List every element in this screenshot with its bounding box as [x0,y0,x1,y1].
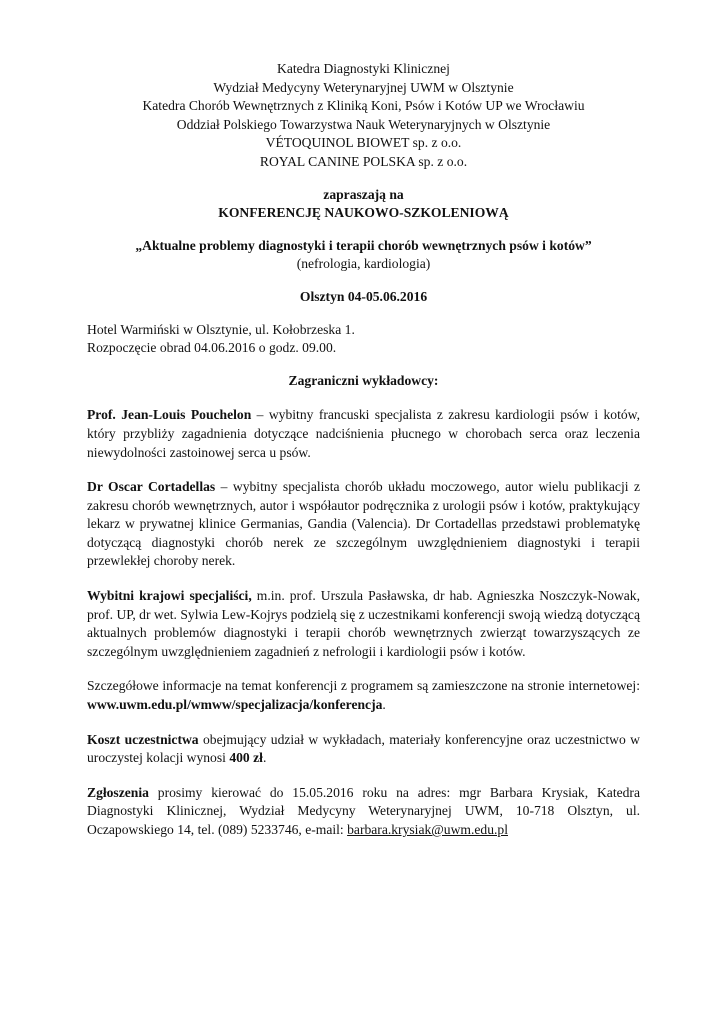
lecturer-paragraph-1 [87,406,640,462]
conference-subtitle: (nefrologia, kardiologia) [296,256,431,272]
organizer-line: VÉTOQUINOL BIOWET sp. z o.o. [265,135,462,151]
venue-address: Hotel Warmiński w Olsztynie, ul. Kołobrzeska 1. [87,321,355,337]
domestic-lead: Wybitni krajowi specjaliści, [87,588,252,604]
cost-text: obejmujący udział w wykładach, materiały konferencyjne oraz uczestnictwo w uroczystej kolacji wynosi [87,731,640,766]
organizer-line: Oddział Polskiego Towarzystwa Nauk Weterynaryjnych w Olsztynie [176,116,551,132]
conference-title: „Aktualne problemy diagnostyki i terapii chorób wewnętrznych psów i kotów” [135,237,592,253]
lecturer-paragraph-2 [87,478,640,571]
lecturer-description: – wybitny specjalista chorób układu moczowego, autor wielu publikacji z zakresu chorób wewnętrznych, autor i współautor podręcznika z urologii psów i kotów, praktykujący lekarz w prywatnej klinice Germanias, Gandia (Valencia). Dr Cortadellas przedstawi problematykę dotyczącą diagnostyki chorób nerek ze szczególnym uwzględnieniem diagnostyki i terapii przewlekłej choroby nerek. [87,479,641,569]
cost-end: . [262,750,267,766]
lecturer-title: Prof. [87,407,116,423]
lecturer-name: Jean-Louis Pouchelon [121,407,252,423]
organizer-line: ROYAL CANINE POLSKA sp. z o.o. [259,153,468,169]
venue-start-time: Rozpoczęcie obrad 04.06.2016 o godz. 09.00. [87,340,337,356]
date-line: Olsztyn 04-05.06.2016 [299,288,428,304]
invite-line: zapraszają na [323,186,404,202]
details-end: . [382,697,386,713]
registration-lead: Zgłoszenia [87,784,149,800]
registration-text: prosimy kierować do 15.05.2016 roku na adres: mgr Barbara Krysiak, Katedra Diagnostyki Klinicznej, Wydział Medycyny Weterynaryjnej UWM, 10-718 Olsztyn, ul. Oczapowskiego 14, tel. (089) 5233746, e-mail: [87,784,640,837]
conference-website-link[interactable]: www.uwm.edu.pl/wmww/specjalizacja/konferencja [87,697,383,713]
lecturer-description: – wybitny francuski specjalista z zakresu kardiologii psów i kotów, który przybliży zagadnienia dotyczące nadciśnienia płucnego w chorobach serca oraz leczenia niewydolności zastoinowej serca u psów. [87,407,640,460]
document-page [87,60,640,840]
invitation-block [87,186,640,223]
organizers-block [87,60,640,172]
registration-email-link[interactable]: barbara.krysiak@uwm.edu.pl [347,822,508,837]
organizer-line: Katedra Chorób Wewnętrznych z Kliniką Koni, Psów i Kotów UP we Wrocławiu [142,98,585,114]
organizer-line: Katedra Diagnostyki Klinicznej [277,61,450,76]
venue-block [87,321,640,358]
lecturers-heading: Zagraniczni wykładowcy: [288,372,439,388]
organizer-line: Wydział Medycyny Weterynaryjnej UWM w Olsztynie [213,79,514,95]
details-text: Szczegółowe informacje na temat konferencji z programem są zamieszczone na stronie internetowej: [87,678,640,694]
registration-paragraph [87,784,640,840]
details-paragraph [87,677,640,714]
cost-amount: 400 zł [229,750,263,766]
conference-title-block [87,237,640,274]
conference-type: KONFERENCJĘ NAUKOWO-SZKOLENIOWĄ [218,205,509,221]
domestic-specialists-paragraph [87,587,640,661]
domestic-description: m.in. prof. Urszula Pasławska, dr hab. Agnieszka Noszczyk-Nowak, prof. UP, dr wet. Sylwia Lew-Kojrys podzielą się z uczestnikami konferencji swoją wiedzą dotyczącą aktualnych problemów diagnostyki i terapii chorób wewnętrznych zwierząt towarzyszących ze szczególnym uwzględnieniem zagadnień z nefrologii i kardiologii psów i kotów. [87,588,640,659]
lecturer-name: Dr Oscar Cortadellas [87,479,216,495]
cost-paragraph [87,731,640,768]
cost-lead: Koszt uczestnictwa [87,731,199,747]
